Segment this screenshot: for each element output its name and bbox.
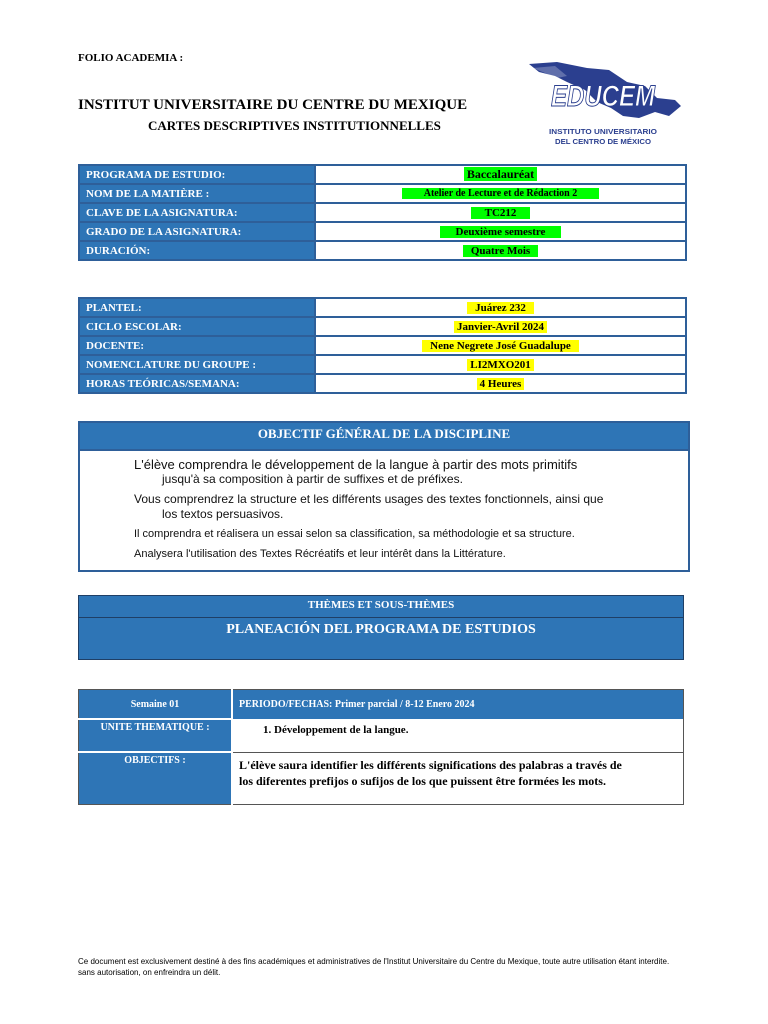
themes-title: THÈMES ET SOUS-THÈMES xyxy=(78,595,684,618)
objective-p1a: L'élève comprendra le développement de la langue à partir des mots primitifs xyxy=(134,457,578,472)
footer-line2: sans autorisation, on enfreindra un délit. xyxy=(78,968,221,977)
program-label: PROGRAMA DE ESTUDIO: xyxy=(79,165,315,184)
objective-p1b: jusqu'à sa composition à partir de suffixes et de préfixes. xyxy=(162,472,463,486)
document-subtitle: CARTES DESCRIPTIVES INSTITUTIONNELLES xyxy=(148,118,441,133)
table-row xyxy=(79,752,684,805)
plantel-info-table xyxy=(78,297,687,394)
hours-value: 4 Heures xyxy=(477,378,525,390)
table-row xyxy=(79,184,686,203)
week-plan-table xyxy=(78,689,684,805)
table-row xyxy=(79,690,684,720)
objective-p3: Il comprendra et réalisera un essai selon sa classification, sa méthodologie et sa structure. xyxy=(134,528,575,540)
planeacion-title: PLANEACIÓN DEL PROGRAMA DE ESTUDIOS xyxy=(78,618,684,660)
logo-line2: DEL CENTRO DE MÉXICO xyxy=(555,137,652,146)
table-row xyxy=(79,203,686,222)
logo-line1: INSTITUTO UNIVERSITARIO xyxy=(549,127,658,136)
table-row xyxy=(79,355,686,374)
cycle-label: CICLO ESCOLAR: xyxy=(79,317,315,336)
group-label: NOMENCLATURE DU GROUPE : xyxy=(79,355,315,374)
teacher-label: DOCENTE: xyxy=(79,336,315,355)
themes-banner xyxy=(78,595,684,660)
program-info-table xyxy=(78,164,687,261)
plantel-value: Juárez 232 xyxy=(467,302,534,314)
week-number: Semaine 01 xyxy=(79,690,233,720)
objectives-label: OBJECTIFS : xyxy=(79,752,233,805)
unit-value: 1. Développement de la langue. xyxy=(232,719,684,752)
duration-value: Quatre Mois xyxy=(463,245,538,257)
objective-body xyxy=(80,451,688,561)
table-row xyxy=(79,317,686,336)
general-objective-box xyxy=(78,421,690,572)
objective-p2b: los textos persuasivos. xyxy=(162,507,284,521)
table-row xyxy=(79,298,686,317)
table-row xyxy=(79,719,684,752)
footer-disclaimer xyxy=(78,956,698,978)
teacher-value: Nene Negrete José Guadalupe xyxy=(422,340,579,352)
objectives-value: L'élève saura identifier les différents significations des palabras a través de los diferentes prefijos o sufijos de los que puissent être formées les mots. xyxy=(239,757,622,788)
logo-wordmark: EDUCEM xyxy=(551,80,656,113)
institute-title: INSTITUT UNIVERSITAIRE DU CENTRE DU MEXIQUE xyxy=(78,97,468,113)
code-label: CLAVE DE LA ASIGNATURA: xyxy=(79,203,315,222)
objective-title: OBJECTIF GÉNÉRAL DE LA DISCIPLINE xyxy=(80,423,688,451)
folio-label: FOLIO ACADEMIA : xyxy=(78,52,184,64)
program-value: Baccalauréat xyxy=(464,167,537,181)
code-value: TC212 xyxy=(471,207,531,219)
objective-p4: Analysera l'utilisation des Textes Récréatifs et leur intérêt dans la Littérature. xyxy=(134,548,506,560)
table-row xyxy=(79,336,686,355)
footer-line1: Ce document est exclusivement destiné à des fins académiques et administratives de l'Institut Universitaire du Centre du Mexique, toute autre utilisation étant interdite. xyxy=(78,957,670,966)
duration-label: DURACIÓN: xyxy=(79,241,315,260)
period-dates: PERIODO/FECHAS: Primer parcial / 8-12 Enero 2024 xyxy=(232,690,684,720)
plantel-label: PLANTEL: xyxy=(79,298,315,317)
grade-value: Deuxième semestre xyxy=(440,226,562,238)
unit-label: UNITE THEMATIQUE : xyxy=(79,719,233,752)
cycle-value: Janvier-Avril 2024 xyxy=(454,321,547,333)
table-row xyxy=(79,222,686,241)
hours-label: HORAS TEÓRICAS/SEMANA: xyxy=(79,374,315,393)
table-row xyxy=(79,374,686,393)
table-row xyxy=(79,165,686,184)
grade-label: GRADO DE LA ASIGNATURA: xyxy=(79,222,315,241)
subject-label: NOM DE LA MATIÈRE : xyxy=(79,184,315,203)
table-row xyxy=(79,241,686,260)
objective-p2a: Vous comprendrez la structure et les différents usages des textes fonctionnels, ainsi que xyxy=(134,492,604,506)
group-value: LI2MXO201 xyxy=(467,359,534,371)
educem-logo xyxy=(527,60,687,150)
subject-value: Atelier de Lecture et de Rédaction 2 xyxy=(402,188,599,199)
